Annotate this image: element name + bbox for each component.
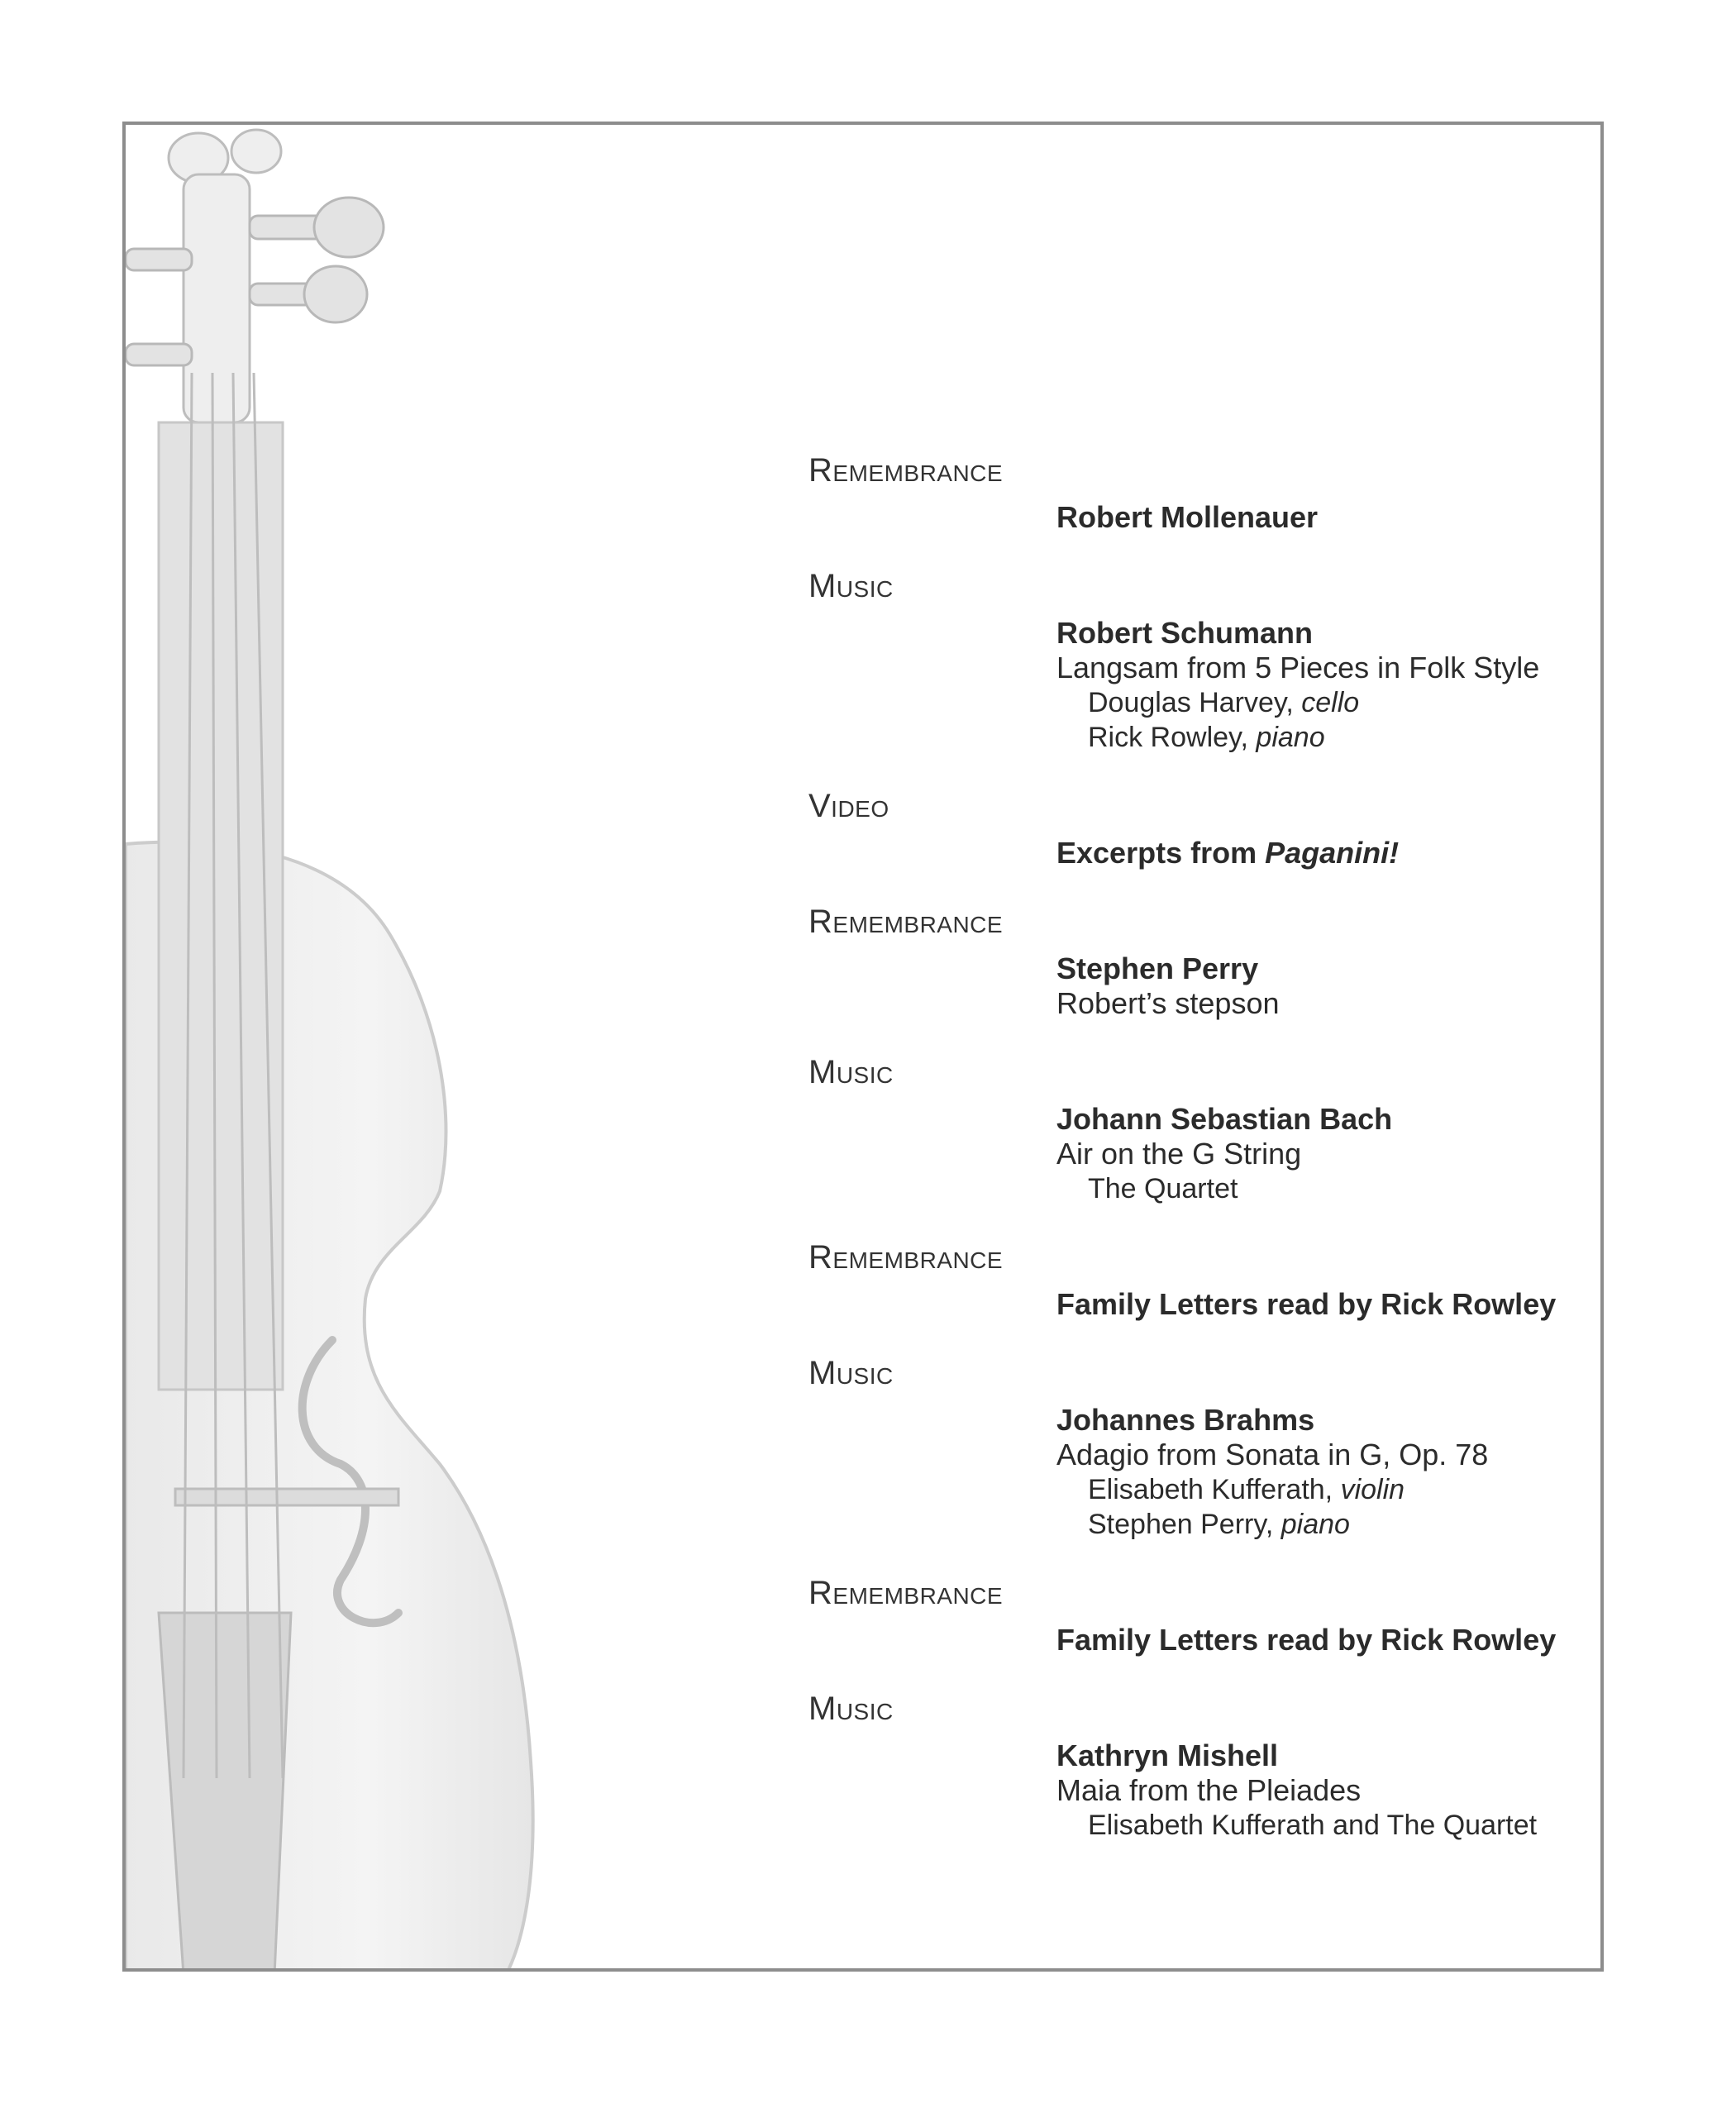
performer <box>1056 1171 1604 1206</box>
entry-title: Robert Schumann <box>1056 616 1314 650</box>
entry-details <box>1056 1287 1604 1322</box>
entry-details <box>1056 951 1604 1021</box>
section-label: Remembrance <box>808 452 1004 489</box>
entry-details <box>1056 836 1604 870</box>
entry-title <box>1056 836 1604 870</box>
performer-name: Stephen Perry, <box>1088 1509 1274 1540</box>
entry-description: Air on the G String <box>1056 1137 1302 1171</box>
section-label: Music <box>808 1355 894 1391</box>
section-label: Remembrance <box>808 1575 1004 1611</box>
section-label: Remembrance <box>808 904 1004 940</box>
performer-name: Elisabeth Kufferath, <box>1088 1474 1333 1505</box>
program-entry <box>808 447 1604 535</box>
program-entry <box>808 1049 1604 1206</box>
section-label: Music <box>808 1054 894 1090</box>
entry-description: Maia from the Pleiades <box>1056 1773 1362 1807</box>
pegs-icon <box>126 198 384 365</box>
performer-role: cello <box>1301 687 1360 718</box>
performer <box>1056 1507 1604 1542</box>
section-label: Remembrance <box>808 1239 1004 1276</box>
violin-illustration <box>126 125 589 1972</box>
performer-name: The Quartet <box>1088 1173 1238 1204</box>
scroll-icon <box>169 130 281 422</box>
performer <box>1056 1808 1604 1843</box>
entry-title: Family Letters read by Rick Rowley <box>1056 1623 1557 1657</box>
performer-name: Elisabeth Kufferath and The Quartet <box>1088 1810 1538 1841</box>
entry-description: Adagio from Sonata in G, Op. 78 <box>1056 1438 1489 1471</box>
program-entry <box>808 1234 1604 1322</box>
program-entry <box>808 1686 1604 1843</box>
entry-details <box>1056 1623 1604 1657</box>
program-frame <box>122 122 1604 1972</box>
section-label: Video <box>808 788 889 824</box>
entry-title: Kathryn Mishell <box>1056 1738 1279 1772</box>
entry-title: Robert Mollenauer <box>1056 500 1319 534</box>
entry-details <box>1056 616 1604 755</box>
performer <box>1056 1472 1604 1507</box>
program-entry <box>808 783 1604 870</box>
entry-title: Stephen Perry <box>1056 951 1259 985</box>
entry-title-prefix: Excerpts from <box>1056 836 1266 870</box>
entry-details <box>1056 1738 1604 1843</box>
program-list <box>808 447 1604 1843</box>
section-label: Music <box>808 1691 894 1727</box>
program-entry <box>808 1570 1604 1657</box>
entry-details <box>1056 500 1604 535</box>
entry-details <box>1056 1403 1604 1542</box>
entry-title: Johann Sebastian Bach <box>1056 1102 1393 1136</box>
bridge-icon <box>175 1489 398 1505</box>
entry-details <box>1056 1102 1604 1206</box>
program-entry <box>808 899 1604 1021</box>
program-entry <box>808 1350 1604 1542</box>
performer <box>1056 685 1604 720</box>
entry-title: Family Letters read by Rick Rowley <box>1056 1287 1557 1321</box>
performer-name: Rick Rowley, <box>1088 722 1248 753</box>
entry-title-italic: Paganini! <box>1265 836 1400 870</box>
performer <box>1056 720 1604 755</box>
entry-title: Johannes Brahms <box>1056 1403 1315 1437</box>
program-entry <box>808 563 1604 755</box>
entry-description: Robert’s stepson <box>1056 986 1280 1020</box>
performer-role: piano <box>1281 1509 1350 1540</box>
tailpiece-icon <box>159 1613 291 1972</box>
performer-name: Douglas Harvey, <box>1088 687 1294 718</box>
section-label: Music <box>808 568 894 604</box>
entry-description: Langsam from 5 Pieces in Folk Style <box>1056 651 1540 684</box>
performer-role: piano <box>1256 722 1325 753</box>
performer-role: violin <box>1340 1474 1405 1505</box>
